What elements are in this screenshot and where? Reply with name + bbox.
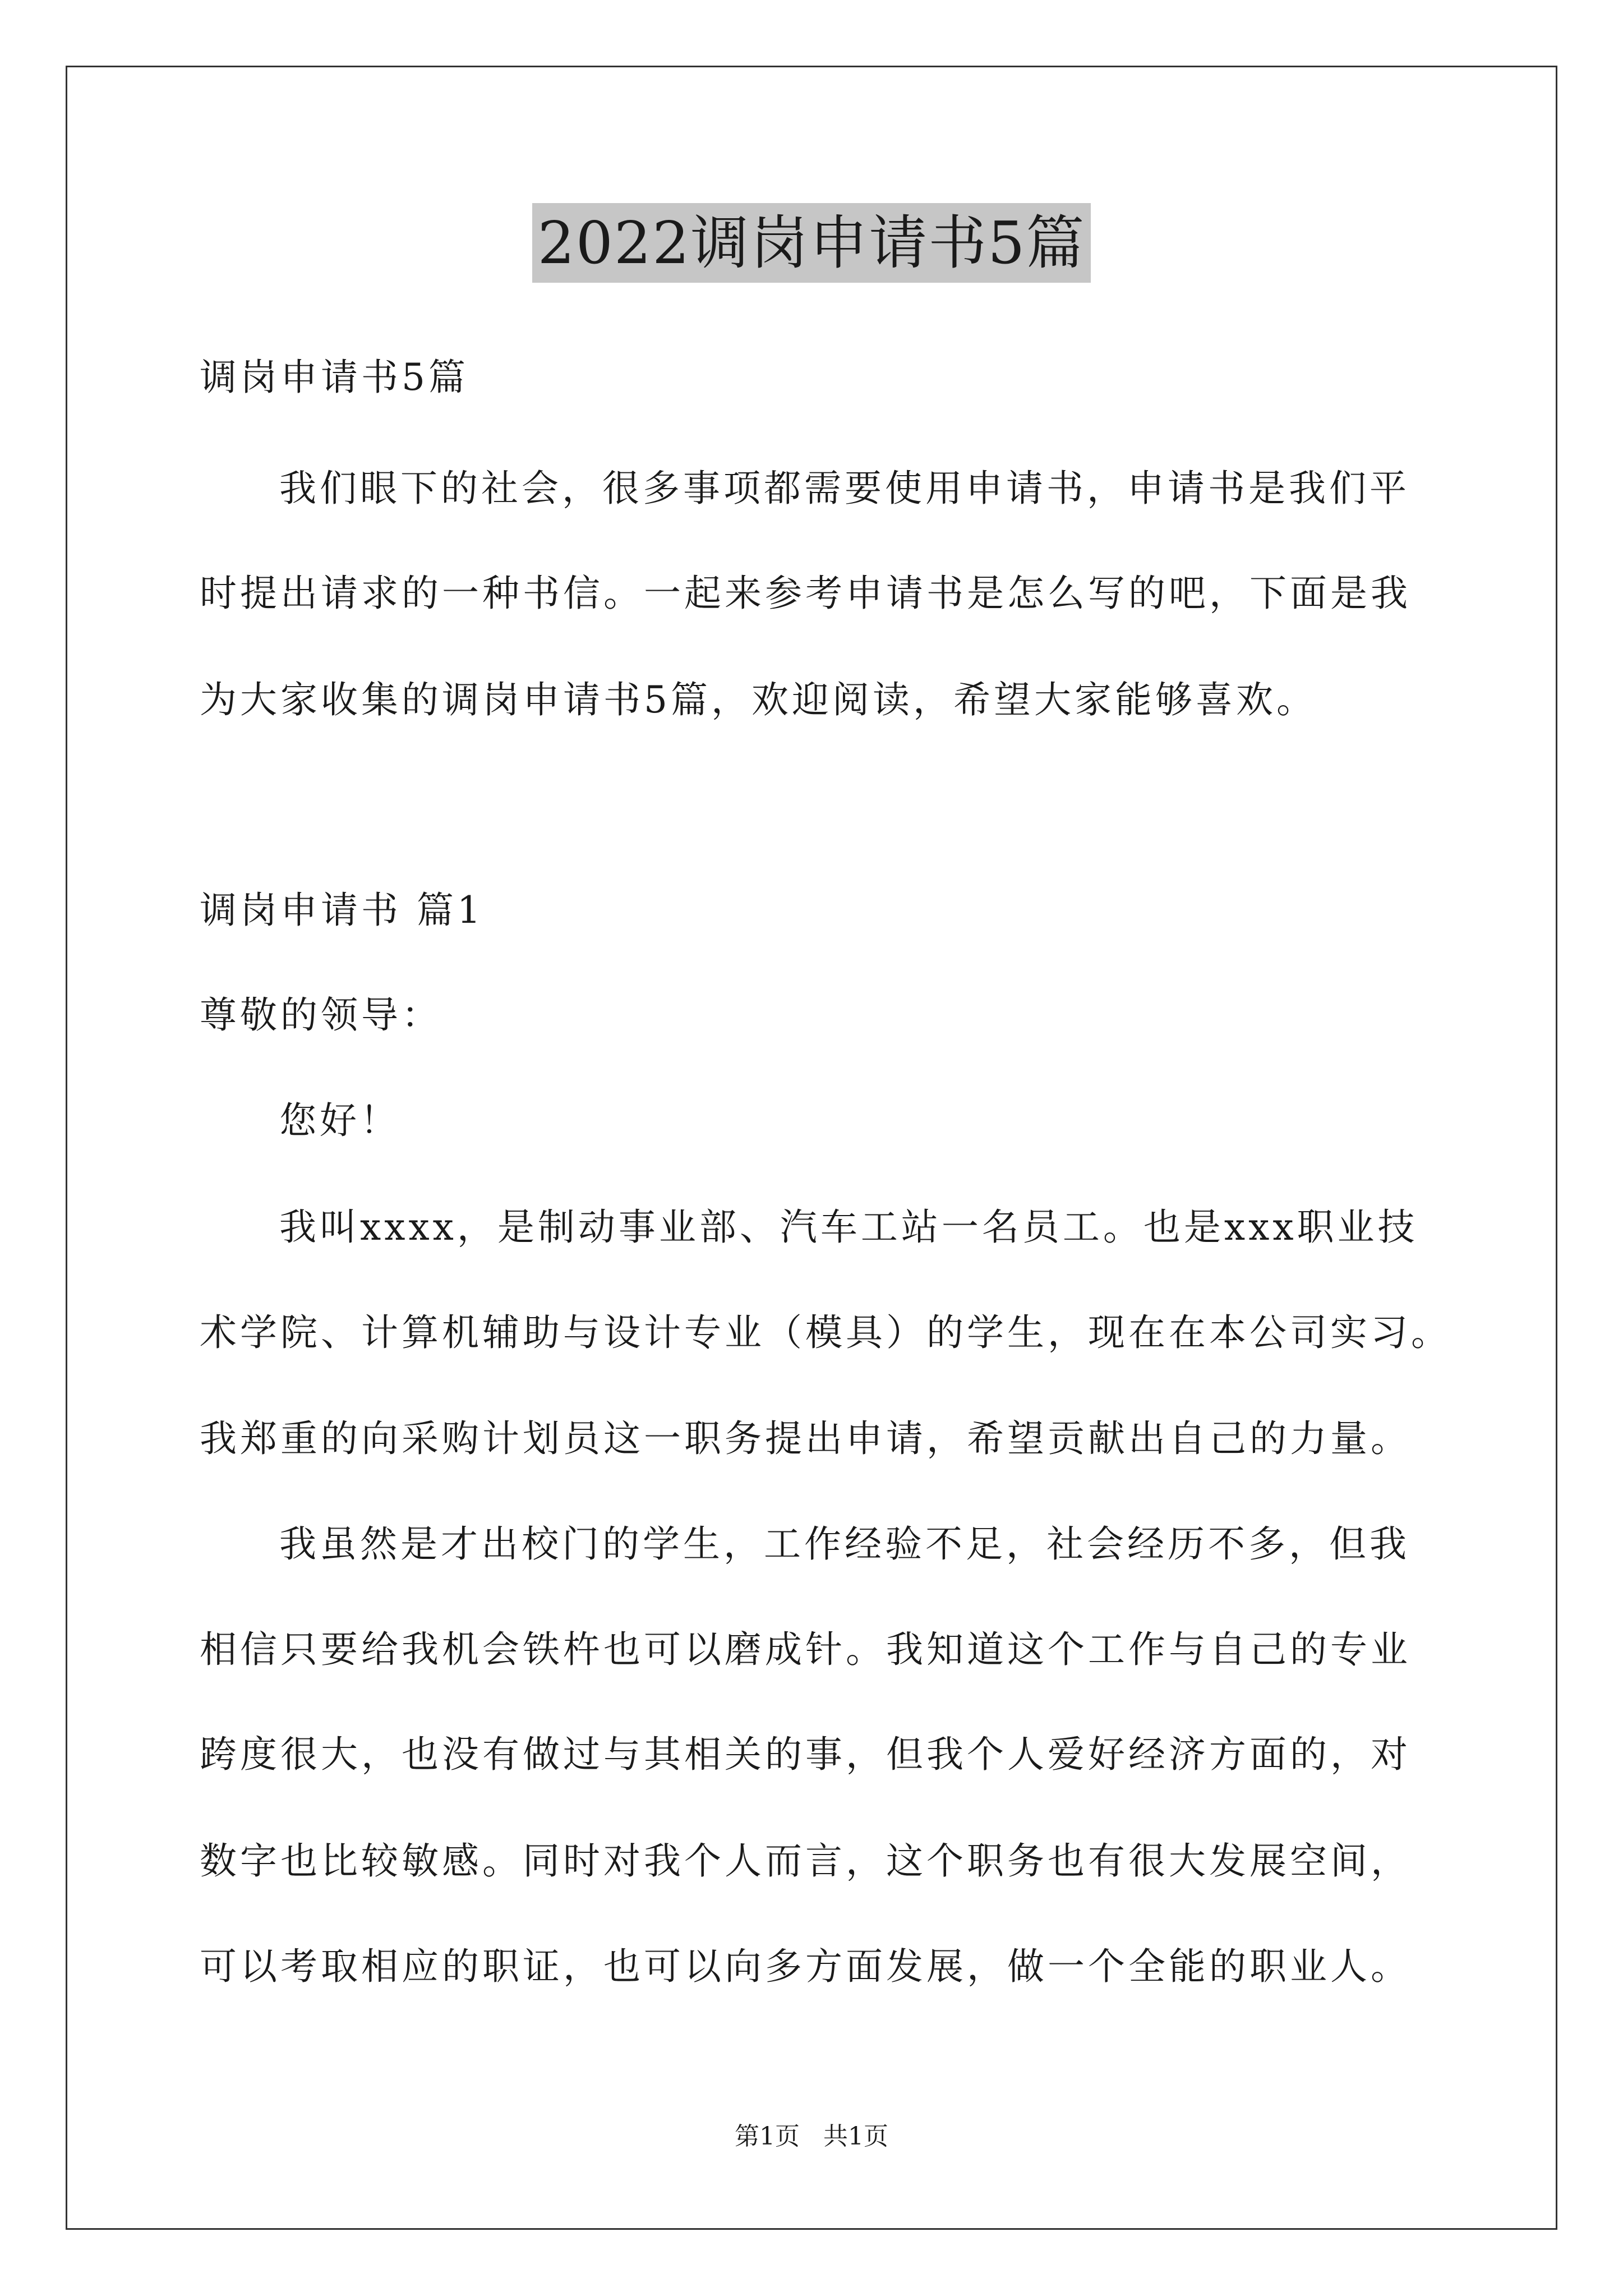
document-title: 2022调岗申请书5篇 [532, 203, 1091, 283]
paragraph-line: 我叫xxxx，是制动事业部、汽车工站一名员工。也是xxx职业技 [279, 1205, 1418, 1249]
paragraph-line: 我郑重的向采购计划员这一职务提出申请，希望贡献出自己的力量。 [200, 1417, 1411, 1460]
intro-line: 我们眼下的社会，很多事项都需要使用申请书，申请书是我们平 [279, 467, 1410, 510]
paragraph-line: 术学院、计算机辅助与设计专业（模具）的学生，现在在本公司实习。 [200, 1311, 1451, 1354]
paragraph-line: 相信只要给我机会铁杵也可以磨成针。我知道这个工作与自己的专业 [200, 1628, 1411, 1671]
greeting: 您好！ [279, 1099, 400, 1142]
paragraph-line: 跨度很大，也没有做过与其相关的事，但我个人爱好经济方面的，对 [200, 1733, 1411, 1776]
intro-line: 为大家收集的调岗申请书5篇，欢迎阅读，希望大家能够喜欢。 [200, 678, 1317, 721]
salutation: 尊敬的领导： [200, 993, 442, 1037]
paragraph-line: 可以考取相应的职证，也可以向多方面发展，做一个全能的职业人。 [200, 1945, 1411, 1988]
paragraph-line: 数字也比较敏感。同时对我个人而言，这个职务也有很大发展空间， [200, 1839, 1411, 1883]
page-number: 第1页 共1页 [735, 2122, 888, 2151]
paragraph-line: 我虽然是才出校门的学生，工作经验不足，社会经历不多，但我 [279, 1522, 1410, 1566]
subtitle: 调岗申请书5篇 [200, 356, 469, 399]
intro-line: 时提出请求的一种书信。一起来参考申请书是怎么写的吧，下面是我 [200, 572, 1411, 615]
section-heading: 调岗申请书 篇1 [200, 889, 484, 932]
title-container [0, 203, 1623, 283]
